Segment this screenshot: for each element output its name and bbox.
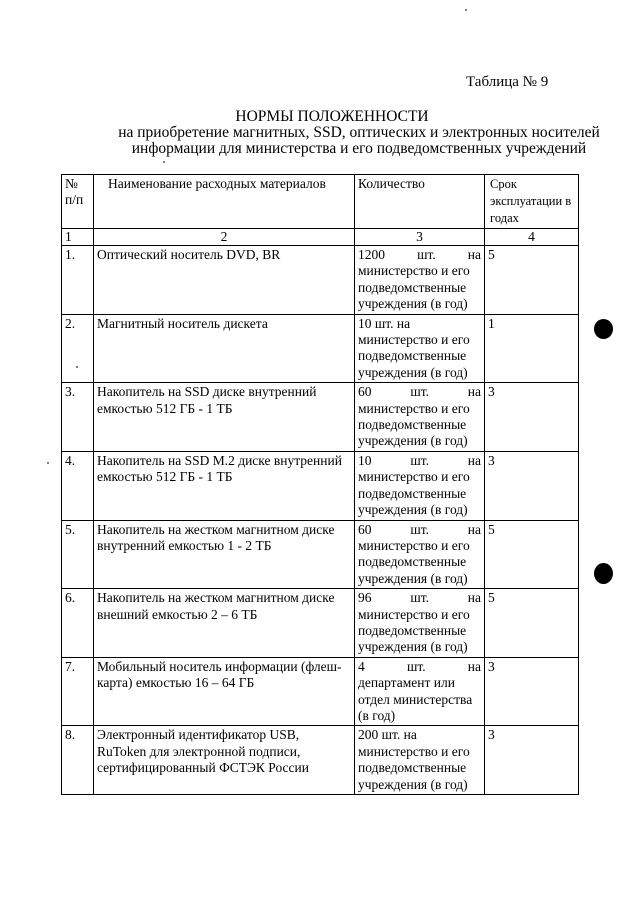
punch-hole-mark: [594, 563, 613, 584]
row-term: 3: [485, 451, 579, 520]
norms-table: [61, 174, 579, 795]
column-number: 1: [62, 229, 94, 246]
row-num: 1.: [62, 246, 94, 315]
row-qty: [355, 726, 485, 795]
row-qty: [355, 589, 485, 658]
document-title: НОРМЫ ПОЛОЖЕННОСТИ: [235, 108, 429, 125]
table-row: [62, 589, 579, 658]
table-row: [62, 314, 579, 383]
row-term: 3: [485, 657, 579, 726]
header-qty: Количество: [355, 175, 485, 229]
table-header-row: [62, 175, 579, 229]
row-qty-rest: министерство и его подведомственные учреждения (в год): [358, 332, 470, 380]
table-row: [62, 520, 579, 589]
table-row: [62, 657, 579, 726]
row-qty-rest: министерство и его подведомственные учреждения (в год): [358, 606, 470, 655]
row-num: 7.: [62, 657, 94, 726]
row-term: 5: [485, 589, 579, 658]
document-subtitle-line2: информации для министерства и его подведомственных учреждений: [131, 140, 587, 157]
scan-speck: [163, 161, 165, 163]
scan-speck: [465, 9, 467, 11]
table-row: [62, 451, 579, 520]
row-term: 3: [485, 726, 579, 795]
row-qty: [355, 246, 485, 315]
row-qty-head: 60 шт. на: [358, 521, 481, 537]
row-num: 6.: [62, 589, 94, 658]
row-qty: [355, 451, 485, 520]
row-qty: [355, 314, 485, 383]
row-qty: [355, 520, 485, 589]
document-subtitle-line1: на приобретение магнитных, SSD, оптических и электронных носителей: [118, 124, 600, 141]
row-term: 3: [485, 383, 579, 452]
header-name: Наименование расходных материалов: [94, 175, 355, 229]
punch-hole-mark: [594, 319, 613, 339]
row-name: Накопитель на жестком магнитном диске внутренний емкостью 1 - 2 ТБ: [94, 520, 355, 589]
row-qty-head: 96 шт. на: [358, 590, 481, 606]
table-row: [62, 726, 579, 795]
column-number: 2: [94, 229, 355, 246]
row-qty-head: 60 шт. на: [358, 384, 481, 400]
row-name: Оптический носитель DVD, BR: [94, 246, 355, 315]
row-term: 5: [485, 520, 579, 589]
row-qty-head: 10 шт. на: [358, 452, 481, 468]
header-term: Срок эксплуатации в годах: [485, 175, 579, 229]
row-qty-rest: министерство и его подведомственные учреждения (в год): [358, 537, 470, 586]
row-qty: [355, 657, 485, 726]
row-qty-head: 1200 шт. на: [358, 247, 481, 262]
row-name: Накопитель на жестком магнитном диске внешний емкостью 2 – 6 ТБ: [94, 589, 355, 658]
row-name: Электронный идентификатор USB, RuToken для электронной подписи, сертифицированный ФСТЭК России: [94, 726, 355, 795]
table-number: Таблица № 9: [466, 74, 549, 90]
row-num: 8.: [62, 726, 94, 795]
row-num: 2.: [62, 314, 94, 383]
row-qty-rest: министерство и его подведомственные учреждения (в год): [358, 400, 470, 449]
table-row: [62, 246, 579, 315]
row-num: 3.: [62, 383, 94, 452]
row-qty-rest: министерство и его подведомственные учреждения (в год): [358, 743, 470, 792]
column-number: 3: [355, 229, 485, 246]
row-qty-head: 10 шт. на: [358, 315, 411, 331]
row-qty-rest: министерство и его подведомственные учреждения (в год): [358, 469, 470, 518]
row-qty-head: 200 шт. на: [358, 727, 417, 743]
column-number: 4: [485, 229, 579, 246]
row-name: Мобильный носитель информации (флеш-карта) емкостью 16 – 64 ГБ: [94, 657, 355, 726]
table-row: [62, 383, 579, 452]
header-num: № п/п: [62, 175, 94, 229]
row-qty: [355, 383, 485, 452]
scan-speck: [47, 462, 49, 464]
row-qty-rest: министерство и его подведомственные учреждения (в год): [358, 263, 470, 312]
row-qty-head: 4 шт. на: [358, 658, 481, 674]
row-num: 5.: [62, 520, 94, 589]
row-term: 1: [485, 314, 579, 383]
row-name: Магнитный носитель дискета: [94, 314, 355, 383]
row-name: Накопитель на SSD M.2 диске внутренний емкостью 512 ГБ - 1 ТБ: [94, 451, 355, 520]
column-number-row: [62, 229, 579, 246]
row-name: Накопитель на SSD диске внутренний емкостью 512 ГБ - 1 ТБ: [94, 383, 355, 452]
row-num: 4.: [62, 451, 94, 520]
row-qty-rest: департамент или отдел министерства (в год): [358, 675, 473, 723]
document-heading: [0, 109, 628, 157]
row-term: 5: [485, 246, 579, 315]
scan-speck: [76, 366, 78, 368]
